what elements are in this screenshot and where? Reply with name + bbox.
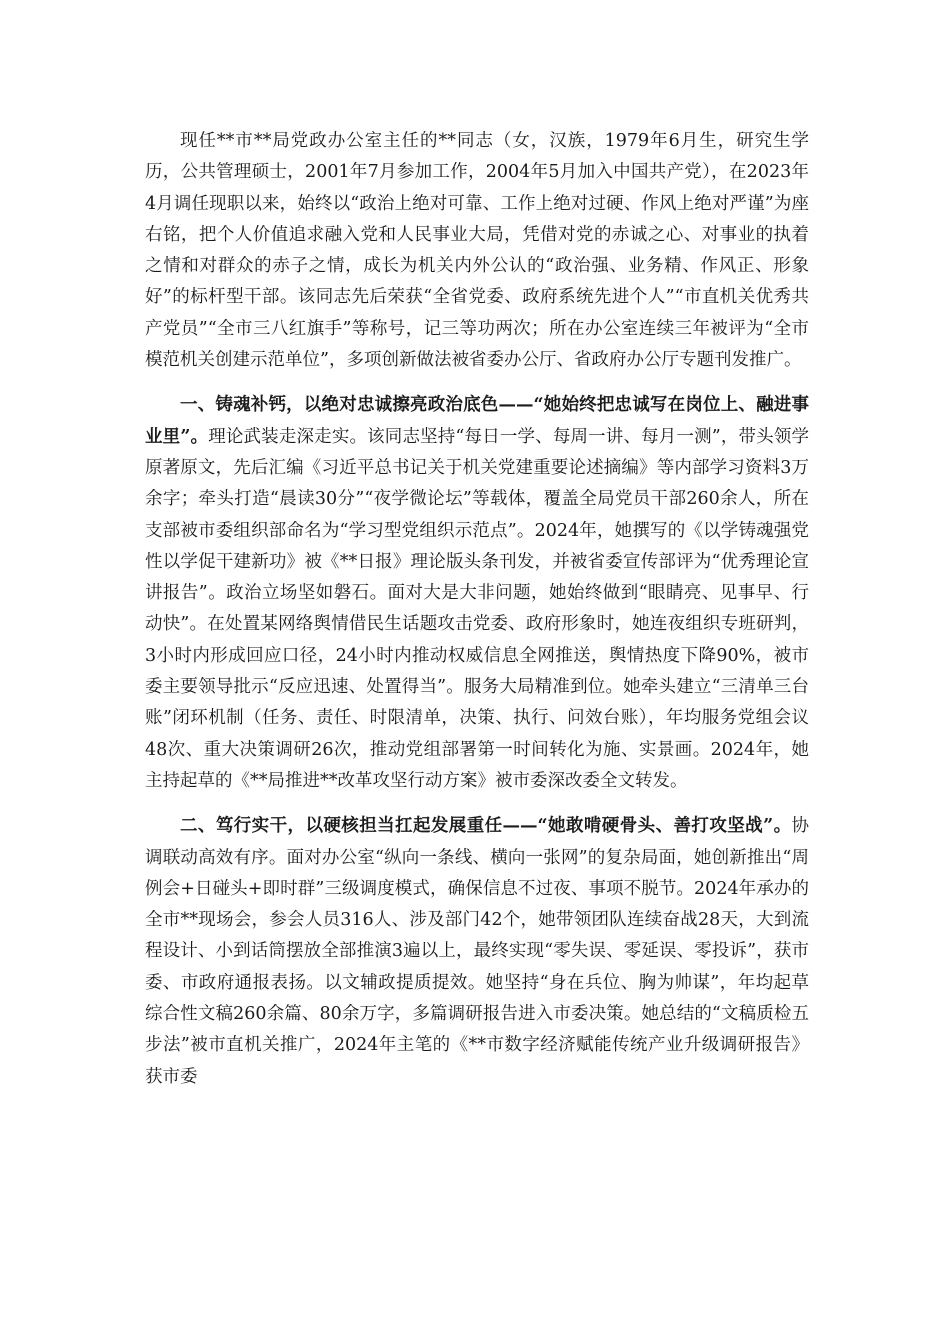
section-1-body: 理论武装走深走实。该同志坚持“每日一学、每周一讲、每月一测”，带头领学原著原文，先后汇编《习近平总书记关于机关党建重要论述摘编》等内部学习资料3万余字；牵头打造“晨读30分”“夜学微论坛”等载体，覆盖全局党员干部260余人，所在支部被市委组织部命名为“学习型党组织示范点”。2024年，她撰写的《以学铸魂强党性以学促干建新功》被《**日报》理论版头条刊发，并被省委宣传部评为“优秀理论宣讲报告”。政治立场坚如磐石。面对大是大非问题，她始终做到“眼睛亮、见事早、行动快”。在处置某网络舆情借民生话题攻击党委、政府形象时，她连夜组织专班研判，3小时内形成回应口径，24小时内推动权威信息全网推送，舆情热度下降90%，被市委主要领导批示“反应迅速、处置得当”。服务大局精准到位。她牵头建立“三清单三台账”闭环机制（任务、责任、时限清单，决策、执行、问效台账），年均服务党组会议48次、重大决策调研26次，推动党组部署第一时间转化为施、实景画。2024年，她主持起草的《**局推进**改革攻坚行动方案》被市委深改委全文转发。 (145, 426, 809, 791)
section-2-paragraph (145, 811, 809, 1093)
section-2-body: 协调联动高效有序。面对办公室“纵向一条线、横向一张网”的复杂局面，她创新推出“周例会+日碰头+即时群”三级调度模式，确保信息不过夜、事项不脱节。2024年承办的全市**现场会，参会人员316人、涉及部门42个，她带领团队连续奋战28天，大到流程设计、小到话筒摆放全部推演3遍以上，最终实现“零失误、零延误、零投诉”，获市委、市政府通报表扬。以文辅政提质提效。她坚持“身在兵位、胸为帅谋”，年均起草综合性文稿260余篇、80余万字，多篇调研报告进入市委决策。她总结的“文稿质检五步法”被市直机关推广，2024年主笔的《**市数字经济赋能传统产业升级调研报告》获市委 (145, 816, 809, 1087)
document-page (145, 126, 809, 1093)
section-1-heading: 一、铸魂补钙，以绝对忠诚擦亮政治底色——“她始终把忠诚写在岗位上、融进事业里”。 (145, 395, 809, 447)
section-2-heading: 二、笃行实干，以硬核担当扛起发展重任——“她敢啃硬骨头、善打攻坚战”。 (180, 816, 792, 837)
intro-paragraph: 现任**市**局党政办公室主任的**同志（女，汉族，1979年6月生，研究生学历，公共管理硕士，2001年7月参加工作，2004年5月加入中国共产党），在2023年4月调任现职以来，始终以“政治上绝对可靠、工作上绝对过硬、作风上绝对严谨”为座右铭，把个人价值追求融入党和人民事业大局，凭借对党的赤诚之心、对事业的执着之情和对群众的赤子之情，成长为机关内外公认的“政治强、业务精、作风正、形象好”的标杆型干部。该同志先后荣获“全省党委、政府系统先进个人”“市直机关优秀共产党员”“全市三八红旗手”等称号，记三等功两次；所在办公室连续三年被评为“全市模范机关创建示范单位”，多项创新做法被省委办公厅、省政府办公厅专题刊发推广。 (145, 131, 809, 371)
section-1-paragraph (145, 390, 809, 797)
